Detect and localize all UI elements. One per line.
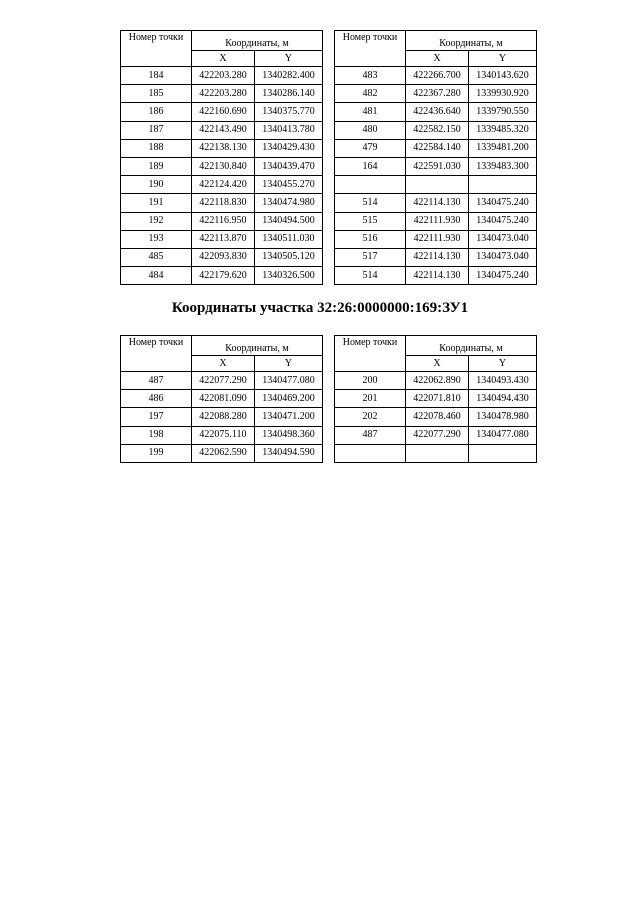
table-row [335, 230, 537, 248]
table-row [121, 194, 323, 212]
point-number-cell: 482 [335, 85, 406, 103]
table-row [335, 176, 537, 194]
coordinates-table-3 [120, 335, 323, 463]
x-coordinate-cell: 422118.830 [192, 194, 255, 212]
x-coordinate-cell: 422088.280 [192, 408, 255, 426]
x-coordinate-cell: 422124.420 [192, 176, 255, 194]
y-header: Y [255, 356, 323, 372]
y-coordinate-cell: 1340326.500 [255, 267, 323, 285]
table-row [121, 176, 323, 194]
y-coordinate-cell: 1340143.620 [469, 67, 537, 85]
x-coordinate-cell: 422077.290 [406, 426, 469, 444]
x-coordinate-cell: 422203.280 [192, 85, 255, 103]
y-coordinate-cell: 1339481.200 [469, 139, 537, 157]
point-number-cell: 516 [335, 230, 406, 248]
table-row [335, 194, 537, 212]
y-coordinate-cell: 1340511.030 [255, 230, 323, 248]
y-coordinate-cell: 1340498.360 [255, 426, 323, 444]
y-coordinate-cell: 1340478.980 [469, 408, 537, 426]
table-row [335, 426, 537, 444]
point-number-cell: 517 [335, 248, 406, 266]
y-coordinate-cell: 1340375.770 [255, 103, 323, 121]
x-header: X [406, 356, 469, 372]
point-number-cell: 485 [121, 248, 192, 266]
y-coordinate-cell: 1340505.120 [255, 248, 323, 266]
point-number-cell: 479 [335, 139, 406, 157]
point-number-cell: 185 [121, 85, 192, 103]
y-header: Y [255, 51, 323, 67]
y-coordinate-cell: 1340475.240 [469, 194, 537, 212]
x-coordinate-cell: 422116.950 [192, 212, 255, 230]
x-header: X [192, 356, 255, 372]
point-number-cell: 186 [121, 103, 192, 121]
point-number-cell: 164 [335, 157, 406, 175]
table-row [335, 444, 537, 462]
point-number-cell: 487 [335, 426, 406, 444]
y-coordinate-cell: 1340469.200 [255, 390, 323, 408]
point-number-cell: 483 [335, 67, 406, 85]
x-coordinate-cell: 422078.460 [406, 408, 469, 426]
table-row [121, 103, 323, 121]
y-coordinate-cell: 1340439.470 [255, 157, 323, 175]
table-row [335, 103, 537, 121]
y-header: Y [469, 356, 537, 372]
table-row [121, 230, 323, 248]
x-coordinate-cell: 422203.280 [192, 67, 255, 85]
table-row [335, 390, 537, 408]
y-coordinate-cell: 1339485.320 [469, 121, 537, 139]
table-row [121, 139, 323, 157]
table-row [335, 67, 537, 85]
point-number-cell: 184 [121, 67, 192, 85]
coordinates-header: Координаты, м [406, 336, 537, 356]
point-number-header: Номер точки [121, 31, 192, 67]
table-row [121, 372, 323, 390]
point-number-cell: 198 [121, 426, 192, 444]
point-number-cell: 189 [121, 157, 192, 175]
table-row [121, 212, 323, 230]
table-row [121, 121, 323, 139]
x-coordinate-cell: 422062.890 [406, 372, 469, 390]
point-number-header: Номер точки [121, 336, 192, 372]
x-coordinate-cell: 422138.130 [192, 139, 255, 157]
table-row [335, 408, 537, 426]
y-coordinate-cell: 1340473.040 [469, 230, 537, 248]
table-row [335, 372, 537, 390]
point-number-cell: 199 [121, 444, 192, 462]
x-coordinate-cell: 422071.810 [406, 390, 469, 408]
x-coordinate-cell: 422591.030 [406, 157, 469, 175]
x-coordinate-cell: 422584.140 [406, 139, 469, 157]
x-coordinate-cell [406, 176, 469, 194]
y-coordinate-cell: 1340494.430 [469, 390, 537, 408]
point-number-cell: 487 [121, 372, 192, 390]
y-coordinate-cell: 1340475.240 [469, 267, 537, 285]
table-row [335, 212, 537, 230]
coordinates-table-4 [334, 335, 537, 463]
table-row [121, 267, 323, 285]
point-number-cell: 486 [121, 390, 192, 408]
table-row [335, 121, 537, 139]
y-coordinate-cell: 1340474.980 [255, 194, 323, 212]
y-coordinate-cell: 1340282.400 [255, 67, 323, 85]
x-coordinate-cell: 422081.090 [192, 390, 255, 408]
x-coordinate-cell: 422114.130 [406, 248, 469, 266]
table-row [121, 426, 323, 444]
coordinates-header: Координаты, м [192, 31, 323, 51]
y-coordinate-cell: 1340429.430 [255, 139, 323, 157]
coordinates-table-2 [334, 30, 537, 285]
x-coordinate-cell: 422093.830 [192, 248, 255, 266]
coordinates-header: Координаты, м [406, 31, 537, 51]
table-row [121, 390, 323, 408]
table-row [335, 267, 537, 285]
point-number-cell: 191 [121, 194, 192, 212]
y-coordinate-cell: 1340477.080 [255, 372, 323, 390]
y-coordinate-cell: 1340475.240 [469, 212, 537, 230]
point-number-cell: 514 [335, 194, 406, 212]
point-number-cell: 201 [335, 390, 406, 408]
x-coordinate-cell: 422179.620 [192, 267, 255, 285]
y-coordinate-cell: 1340413.780 [255, 121, 323, 139]
x-coordinate-cell: 422582.150 [406, 121, 469, 139]
point-number-cell: 202 [335, 408, 406, 426]
y-coordinate-cell: 1340494.590 [255, 444, 323, 462]
table-row [121, 408, 323, 426]
x-coordinate-cell: 422160.690 [192, 103, 255, 121]
y-coordinate-cell: 1339790.550 [469, 103, 537, 121]
x-coordinate-cell: 422113.870 [192, 230, 255, 248]
x-coordinate-cell: 422114.130 [406, 194, 469, 212]
point-number-cell: 187 [121, 121, 192, 139]
x-coordinate-cell [406, 444, 469, 462]
point-number-cell: 480 [335, 121, 406, 139]
point-number-header: Номер точки [335, 31, 406, 67]
y-coordinate-cell: 1340286.140 [255, 85, 323, 103]
y-coordinate-cell: 1340473.040 [469, 248, 537, 266]
table-row [121, 157, 323, 175]
point-number-cell: 193 [121, 230, 192, 248]
table-row [121, 67, 323, 85]
table-row [121, 444, 323, 462]
x-coordinate-cell: 422367.280 [406, 85, 469, 103]
point-number-cell: 514 [335, 267, 406, 285]
x-header: X [406, 51, 469, 67]
table-row [335, 157, 537, 175]
point-number-cell: 515 [335, 212, 406, 230]
table-row [335, 139, 537, 157]
point-number-cell: 200 [335, 372, 406, 390]
x-coordinate-cell: 422130.840 [192, 157, 255, 175]
x-coordinate-cell: 422436.640 [406, 103, 469, 121]
table-row [335, 248, 537, 266]
y-coordinate-cell: 1340493.430 [469, 372, 537, 390]
table-row [121, 248, 323, 266]
coordinates-header: Координаты, м [192, 336, 323, 356]
point-number-cell: 188 [121, 139, 192, 157]
point-number-cell: 197 [121, 408, 192, 426]
x-coordinate-cell: 422062.590 [192, 444, 255, 462]
x-header: X [192, 51, 255, 67]
x-coordinate-cell: 422266.700 [406, 67, 469, 85]
y-header: Y [469, 51, 537, 67]
table-row [121, 85, 323, 103]
section-title: Координаты участка 32:26:0000000:169:ЗУ1 [171, 300, 469, 316]
y-coordinate-cell: 1339930.920 [469, 85, 537, 103]
x-coordinate-cell: 422114.130 [406, 267, 469, 285]
point-number-cell: 192 [121, 212, 192, 230]
point-number-cell [335, 444, 406, 462]
x-coordinate-cell: 422111.930 [406, 230, 469, 248]
y-coordinate-cell: 1339483.300 [469, 157, 537, 175]
x-coordinate-cell: 422143.490 [192, 121, 255, 139]
y-coordinate-cell: 1340455.270 [255, 176, 323, 194]
y-coordinate-cell: 1340494.500 [255, 212, 323, 230]
y-coordinate-cell: 1340477.080 [469, 426, 537, 444]
x-coordinate-cell: 422111.930 [406, 212, 469, 230]
y-coordinate-cell: 1340471.200 [255, 408, 323, 426]
point-number-cell: 481 [335, 103, 406, 121]
table-row [335, 85, 537, 103]
x-coordinate-cell: 422075.110 [192, 426, 255, 444]
x-coordinate-cell: 422077.290 [192, 372, 255, 390]
point-number-cell: 190 [121, 176, 192, 194]
point-number-header: Номер точки [335, 336, 406, 372]
point-number-cell [335, 176, 406, 194]
coordinates-table-1 [120, 30, 323, 285]
y-coordinate-cell [469, 176, 537, 194]
y-coordinate-cell [469, 444, 537, 462]
point-number-cell: 484 [121, 267, 192, 285]
